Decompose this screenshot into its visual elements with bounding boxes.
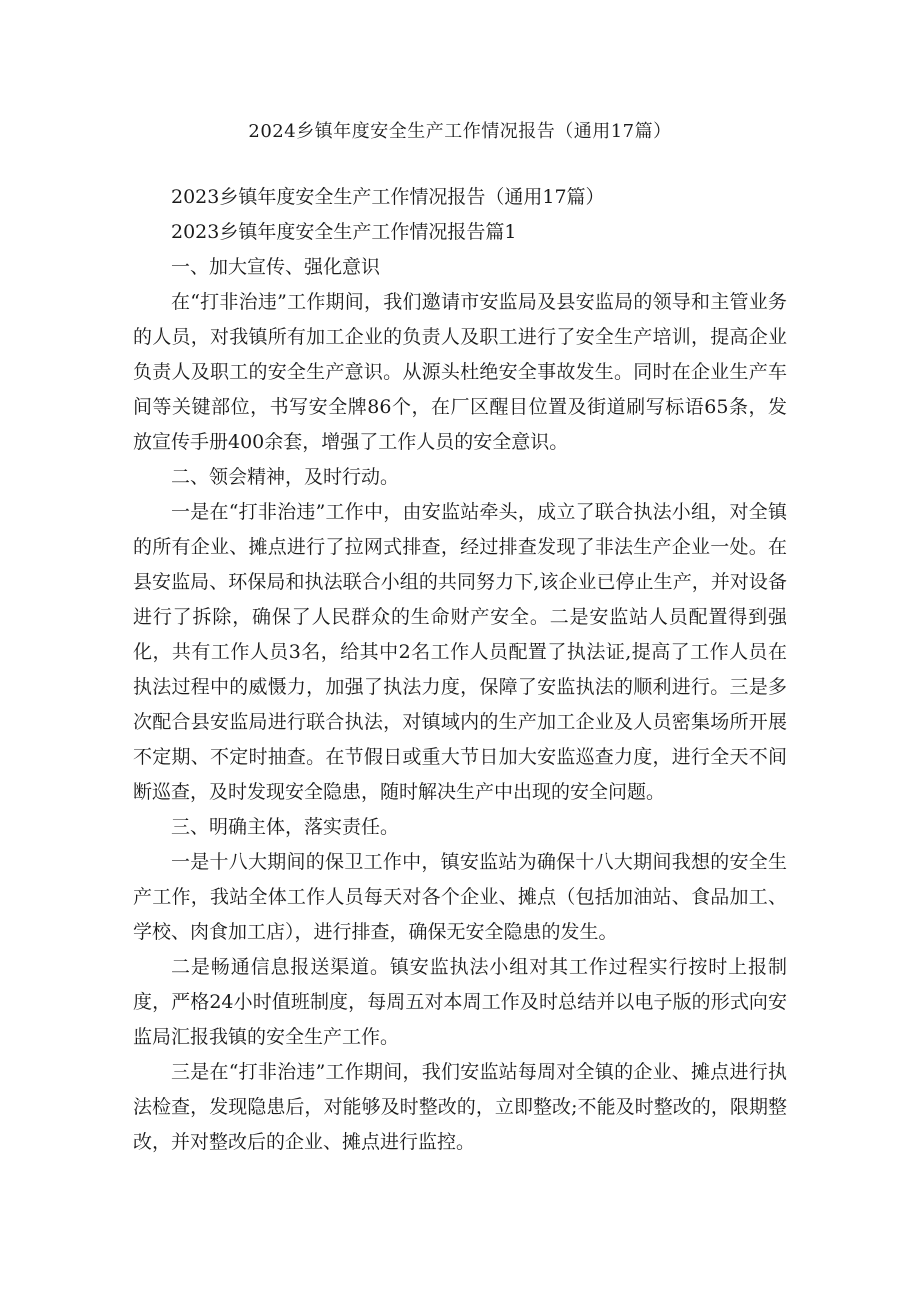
section-heading-2: 二、领会精神，及时行动。 xyxy=(171,466,400,488)
paragraph: 一是十八大期间的保卫工作中，镇安监站为确保十八大期间我想的安全生产工作，我站全体工作人员每天对各个企业、摊点（包括加油站、食品加工、学校、肉食加工店），进行排查，确保无安全隐患的发生。 xyxy=(133,851,787,943)
section-heading-3: 三、明确主体，落实责任。 xyxy=(171,816,400,838)
document-title: 2024乡镇年度安全生产工作情况报告（通用17篇） xyxy=(248,121,672,142)
paragraph: 二是畅通信息报送渠道。镇安监执法小组对其工作过程实行按时上报制度，严格24小时值班制度，每周五对本周工作及时总结并以电子版的形式向安监局汇报我镇的安全生产工作。 xyxy=(133,956,787,1048)
paragraph: 一是在“打非治违”工作中，由安监站牵头，成立了联合执法小组，对全镇的所有企业、摊点进行了拉网式排查，经过排查发现了非法生产企业一处。在县安监局、环保局和执法联合小组的共同努力下,该企业已停止生产，并对设备进行了拆除，确保了人民群众的生命财产安全。二是安监站人员配置得到强化，共有工作人员3名，给其中2名工作人员配置了执法证,提高了工作人员在执法过程中的威慑力，加强了执法力度，保障了安监执法的顺利进行。三是多次配合县安监局进行联合执法，对镇域内的生产加工企业及人员密集场所开展不定期、不定时抽查。在节假日或重大节日加大安监巡查力度，进行全天不间断巡查，及时发现安全隐患，随时解决生产中出现的安全问题。 xyxy=(133,501,787,803)
subtitle-paragraph: 2023乡镇年度安全生产工作情况报告（通用17篇） xyxy=(171,186,605,208)
section-heading-report-1: 2023乡镇年度安全生产工作情况报告篇1 xyxy=(171,221,517,243)
section-heading-1: 一、加大宣传、强化意识 xyxy=(171,256,381,278)
document-body xyxy=(133,180,787,1160)
paragraph: 三是在“打非治违”工作期间，我们安监站每周对全镇的企业、摊点进行执法检查，发现隐患后，对能够及时整改的，立即整改;不能及时整改的，限期整改，并对整改后的企业、摊点进行监控。 xyxy=(133,1061,787,1153)
paragraph: 在“打非治违”工作期间，我们邀请市安监局及县安监局的领导和主管业务的人员，对我镇所有加工企业的负责人及职工进行了安全生产培训，提高企业负责人及职工的安全生产意识。从源头杜绝安全事故发生。同时在企业生产车间等关键部位，书写安全牌86个，在厂区醒目位置及街道刷写标语65条，发放宣传手册400余套，增强了工作人员的安全意识。 xyxy=(133,291,787,453)
